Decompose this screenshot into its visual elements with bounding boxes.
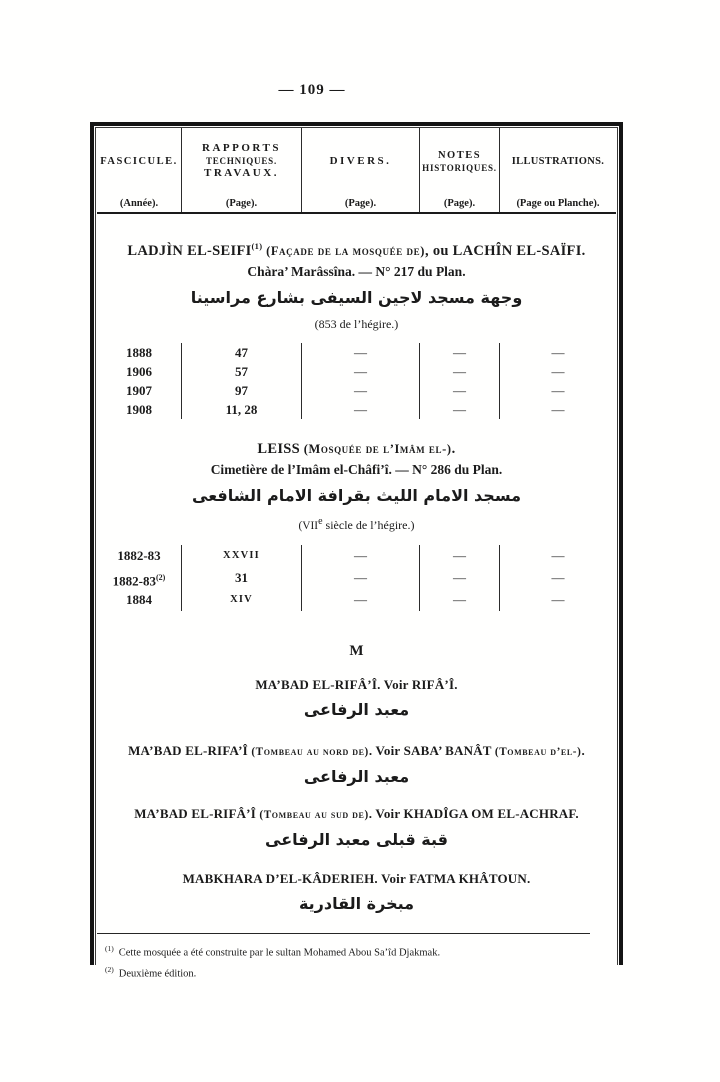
year-value: 1882-83 — [112, 573, 156, 589]
header-rapports-line1: RAPPORTS — [202, 142, 281, 154]
entry-text — [97, 675, 616, 695]
entry-segment: MA’BAD EL-RIFÂ’Î. Voir RIFÂ’Î. — [255, 676, 458, 692]
cell-divers: — — [354, 569, 367, 585]
header-notes-sub: (Page). — [443, 198, 476, 209]
header-notes — [419, 128, 499, 212]
footnote-2 — [105, 961, 616, 983]
header-notes-line1: NOTES — [437, 149, 482, 161]
cell-rapports: 57 — [235, 363, 248, 379]
cell-divers: — — [354, 382, 367, 398]
cell-year: 1884 — [126, 591, 152, 607]
section-subtitle: Cimetière de l’Imâm el-Châfi’î. — N° 286 du Plan. — [210, 461, 503, 477]
header-rapports-line3: TRAVAUX. — [204, 167, 279, 179]
cell-rapports: 47 — [235, 344, 248, 360]
section-title-main: LADJÌN EL-SEIFI — [127, 242, 252, 259]
cell-illustrations: — — [551, 569, 565, 585]
column-illustrations — [499, 545, 616, 611]
entry-mabkhara-el-kaderieh — [97, 869, 616, 919]
section-era: (853 de l’hégire.) — [314, 316, 399, 331]
section-title — [97, 236, 616, 261]
entry-segment: . Voir KHADÎGA OM EL-ACHRAF. — [368, 805, 579, 821]
footnote-ref-1: (1) — [251, 241, 263, 251]
section-arabic-title: وجهة مسجد لاجين السيفى بشارع مراسينا — [190, 287, 523, 307]
cell-rapports: 31 — [235, 569, 248, 585]
cell-notes: — — [453, 547, 466, 563]
cell-year: 1906 — [126, 363, 152, 379]
entry-text — [97, 741, 616, 762]
section-era — [97, 511, 616, 537]
header-fascicule-sub: (Année). — [119, 198, 159, 209]
entry-segment-smallcaps: (Tombeau d’el-) — [494, 745, 582, 758]
header-illustrations-sub: (Page ou Planche). — [516, 198, 600, 209]
cell-divers: — — [354, 401, 367, 417]
cell-notes: — — [453, 591, 466, 607]
section-title-smallcaps: (Mosquée de l’Imâm el-) — [300, 441, 452, 456]
entry-mabad-el-rifai — [97, 675, 616, 725]
cell-rapports: 11, 28 — [225, 401, 258, 417]
letter-heading-m: M — [349, 642, 364, 659]
column-fascicule — [97, 343, 181, 419]
header-divers-sub: (Page). — [344, 198, 377, 209]
footnote-ref-2: (2) — [156, 572, 166, 582]
column-divers — [301, 343, 419, 419]
section-ladjin-el-seifi — [97, 236, 616, 419]
entry-text — [97, 869, 616, 889]
entry-segment: MA’BAD EL-RIFÂ’Î — [134, 805, 260, 821]
header-divers-title: DIVERS. — [329, 154, 392, 167]
cell-year: 1882-83 — [117, 547, 161, 563]
cell-notes: — — [453, 382, 466, 398]
section-title-tail: , ou LACHÎN EL-SAÏFI. — [424, 242, 586, 259]
cell-rapports: XXVII — [223, 549, 260, 561]
cell-illustrations: — — [551, 591, 565, 607]
cell-year — [97, 567, 181, 589]
cell-year: 1908 — [126, 401, 152, 417]
footnote-2-marker: (2) — [105, 965, 114, 975]
cell-divers: — — [354, 591, 367, 607]
entry-text — [97, 804, 616, 825]
cell-notes: — — [453, 344, 466, 360]
cell-rapports: XIV — [230, 593, 253, 605]
table-header-row — [97, 128, 616, 214]
cell-notes: — — [453, 363, 466, 379]
entry-segment: MA’BAD EL-RIFA’Î — [128, 742, 252, 758]
column-notes — [419, 545, 499, 611]
section-data-rows — [97, 343, 616, 419]
section-subtitle: Chàra’ Marâssîna. — N° 217 du Plan. — [247, 263, 466, 279]
entry-arabic: مبخرة القادرية — [298, 893, 415, 913]
entry-mabad-el-rifai-tombeau-sud — [97, 804, 616, 855]
cell-illustrations: — — [551, 547, 565, 563]
footnote-1-marker: (1) — [105, 943, 114, 953]
page-number: — 109 — — [278, 82, 346, 98]
header-rapports-line2: TECHNIQUES. — [205, 156, 278, 166]
cell-illustrations: — — [551, 382, 565, 398]
era-ordinal: e — [318, 515, 323, 527]
cell-divers: — — [354, 344, 367, 360]
column-rapports — [181, 343, 301, 419]
cell-divers: — — [354, 547, 367, 563]
header-rapports — [181, 128, 301, 212]
entry-segment: . — [581, 742, 585, 758]
section-data-rows — [97, 545, 616, 611]
table-content — [97, 128, 616, 983]
column-divers — [301, 545, 419, 611]
header-illustrations — [499, 128, 616, 212]
entry-arabic: معبد الرفاعى — [303, 699, 410, 719]
column-fascicule — [97, 545, 181, 611]
header-divers — [301, 128, 419, 212]
entry-segment-smallcaps: (Tombeau au sud de) — [259, 808, 369, 821]
section-arabic-title: مسجد الامام الليث بقرافة الامام الشافعى — [192, 485, 521, 505]
header-notes-line2: HISTORIQUES. — [422, 162, 497, 173]
footnote-1 — [105, 940, 616, 962]
entry-segment: . Voir SABA’ BANÂT — [368, 742, 495, 758]
cell-illustrations: — — [551, 401, 565, 417]
section-title-tail: . — [451, 440, 456, 457]
cell-year: 1888 — [126, 344, 152, 360]
index-table-frame — [90, 122, 623, 980]
cell-notes: — — [453, 401, 466, 417]
section-title-main: LEISS — [257, 440, 301, 457]
header-illustrations-title: ILLUSTRATIONS. — [511, 155, 605, 167]
section-title-smallcaps: (Façade de la mosquée de) — [262, 243, 425, 258]
cell-illustrations: — — [551, 344, 565, 360]
cell-divers: — — [354, 363, 367, 379]
cell-illustrations: — — [551, 363, 565, 379]
footnote-1-text: Cette mosquée a été construite par le sultan Mohamed Abou Sa’îd Djakmak. — [118, 947, 441, 959]
entry-arabic: معبد الرفاعى — [303, 766, 410, 786]
footnote-2-text: Deuxième édition. — [118, 968, 197, 980]
cell-notes: — — [453, 569, 466, 585]
header-rapports-sub: (Page). — [225, 198, 258, 209]
entry-segment: MABKHARA D’EL-KÂDERIEH. Voir FATMA KHÂTOUN. — [182, 870, 531, 886]
header-fascicule-title: FASCICULE. — [100, 155, 178, 167]
era-roman: (VII — [298, 519, 319, 532]
era-tail: siècle de l’hégire.) — [322, 517, 415, 532]
column-rapports — [181, 545, 301, 611]
section-leiss — [97, 439, 616, 611]
column-illustrations — [499, 343, 616, 419]
column-notes — [419, 343, 499, 419]
entry-segment-smallcaps: (Tombeau au nord de) — [251, 745, 369, 758]
header-fascicule — [97, 128, 181, 212]
footnotes — [97, 934, 616, 983]
entry-arabic: قبة قبلى معبد الرفاعى — [265, 829, 448, 849]
cell-rapports: 97 — [235, 382, 248, 398]
section-title — [97, 439, 616, 459]
entry-mabad-el-rifai-tombeau-nord — [97, 741, 616, 792]
cell-year: 1907 — [126, 382, 152, 398]
